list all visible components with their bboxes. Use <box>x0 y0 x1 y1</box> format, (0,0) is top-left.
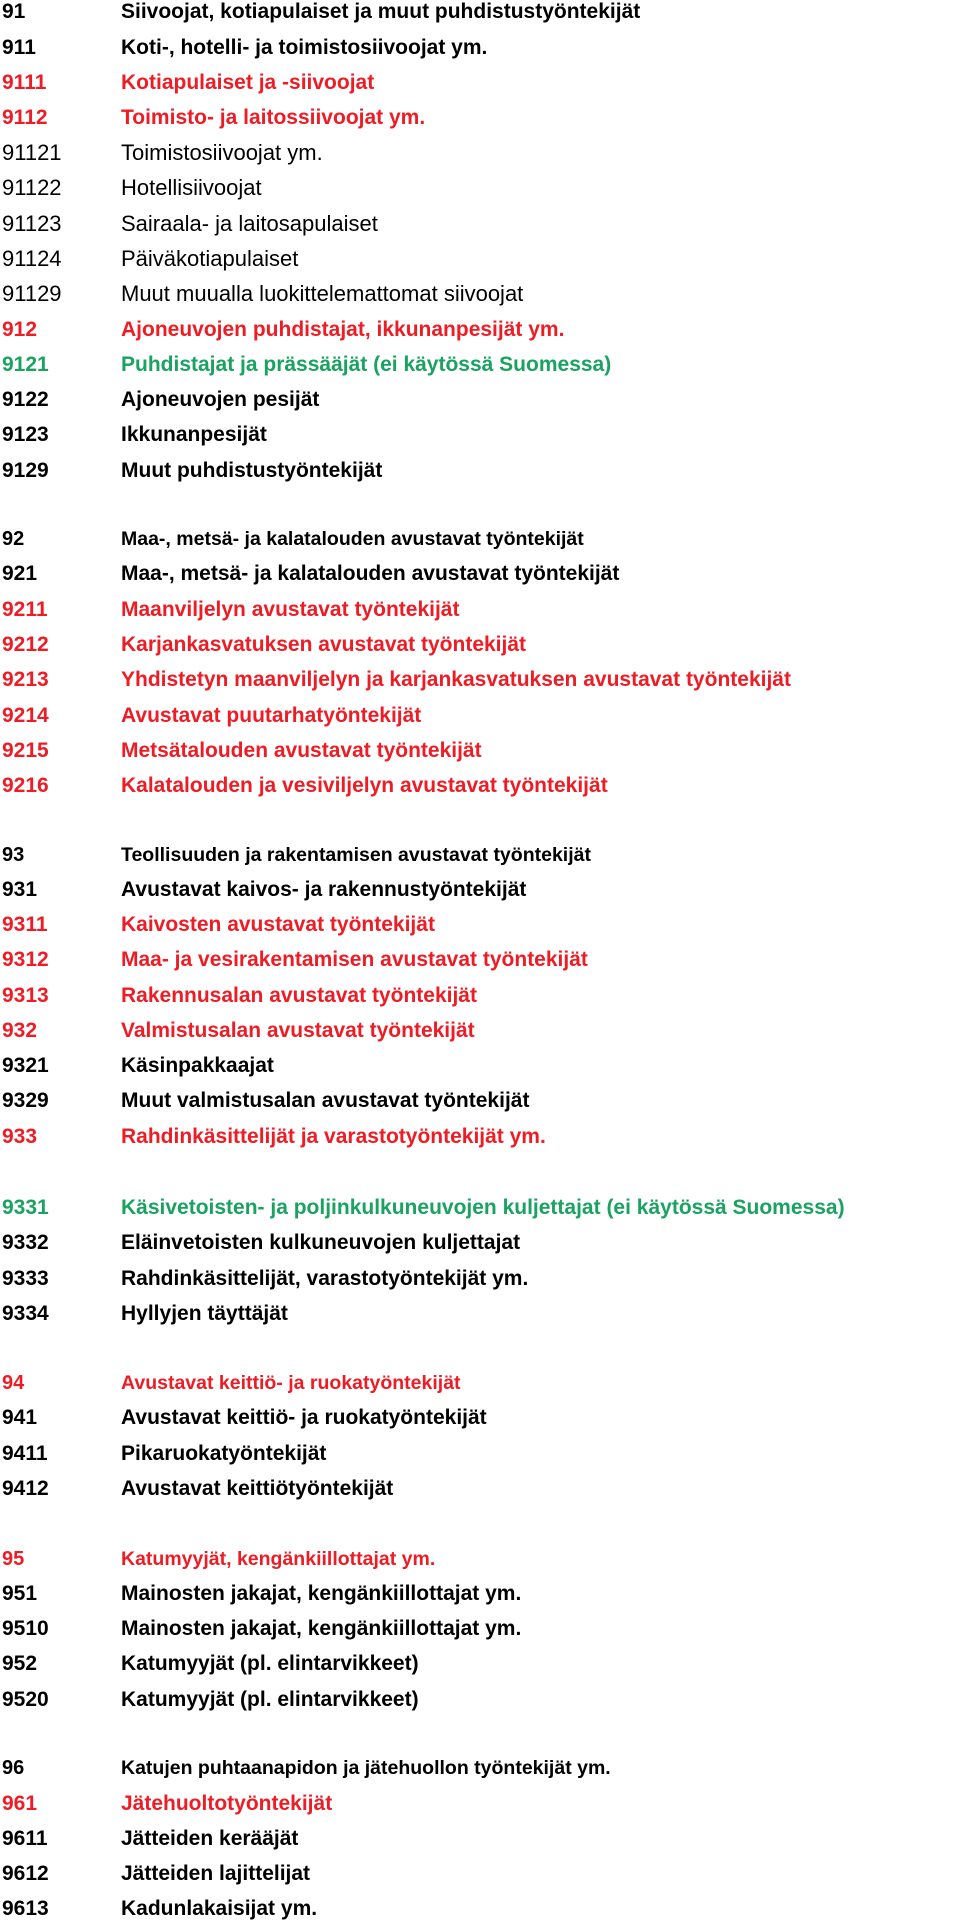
occupation-label: Kalatalouden ja vesiviljelyn avustavat työntekijät <box>121 774 608 797</box>
occupation-code: 91129 <box>2 281 62 306</box>
occupation-code: 911 <box>2 36 36 59</box>
occupation-label: Koti-, hotelli- ja toimistosiivoojat ym. <box>121 36 488 59</box>
occupation-code: 9510 <box>2 1617 49 1640</box>
occupation-label: Avustavat keittiötyöntekijät <box>121 1477 394 1500</box>
occupation-label: Jätehuoltotyöntekijät <box>121 1792 333 1815</box>
occupation-label: Karjankasvatuksen avustavat työntekijät <box>121 633 527 656</box>
occupation-label: Maa- ja vesirakentamisen avustavat työntekijät <box>121 948 588 971</box>
occupation-label: Ajoneuvojen puhdistajat, ikkunanpesijät ym. <box>121 318 565 341</box>
occupation-code: 95 <box>2 1548 25 1570</box>
occupation-label: Sairaala- ja laitosapulaiset <box>121 211 378 236</box>
occupation-code: 9216 <box>2 774 49 797</box>
occupation-code: 9412 <box>2 1477 49 1500</box>
occupation-label: Mainosten jakajat, kengänkiillottajat ym. <box>121 1617 522 1640</box>
occupation-code: 9112 <box>2 106 48 129</box>
occupation-code: 951 <box>2 1582 38 1605</box>
occupation-code: 9215 <box>2 739 49 762</box>
occupation-code: 9334 <box>2 1302 49 1325</box>
occupation-code: 9321 <box>2 1054 49 1077</box>
occupation-label: Muut valmistusalan avustavat työntekijät <box>121 1089 530 1112</box>
occupation-label: Teollisuuden ja rakentamisen avustavat työntekijät <box>121 844 591 866</box>
occupation-label: Hotellisiivoojat <box>121 175 262 200</box>
occupation-code: 9613 <box>2 1897 49 1920</box>
occupation-code: 931 <box>2 878 38 901</box>
occupation-label: Pikaruokatyöntekijät <box>121 1442 327 1465</box>
occupation-label: Yhdistetyn maanviljelyn ja karjankasvatuksen avustavat työntekijät <box>121 668 791 691</box>
occupation-code: 91124 <box>2 246 62 271</box>
occupation-label: Avustavat puutarhatyöntekijät <box>121 704 422 727</box>
occupation-code: 9213 <box>2 668 49 691</box>
occupation-label: Toimisto- ja laitossiivoojat ym. <box>121 106 426 129</box>
occupation-code: 93 <box>2 844 25 866</box>
occupation-label: Maa-, metsä- ja kalatalouden avustavat työntekijät <box>121 562 620 585</box>
occupation-code: 9332 <box>2 1231 49 1254</box>
occupation-label: Jätteiden kerääjät <box>121 1827 299 1850</box>
occupation-label: Katujen puhtaanapidon ja jätehuollon työntekijät ym. <box>121 1757 611 1779</box>
occupation-label: Rakennusalan avustavat työntekijät <box>121 984 477 1007</box>
occupation-code: 91 <box>2 0 26 23</box>
occupation-label: Toimistosiivoojat ym. <box>121 140 323 165</box>
occupation-label: Metsätalouden avustavat työntekijät <box>121 739 482 762</box>
occupation-code: 96 <box>2 1757 25 1779</box>
occupation-label: Avustavat keittiö- ja ruokatyöntekijät <box>121 1406 487 1429</box>
occupation-code: 9122 <box>2 388 49 411</box>
occupation-label: Maa-, metsä- ja kalatalouden avustavat työntekijät <box>121 528 584 550</box>
occupation-label: Puhdistajat ja prässääjät (ei käytössä Suomessa) <box>121 353 612 376</box>
occupation-label: Muut puhdistustyöntekijät <box>121 459 383 482</box>
occupation-label: Ikkunanpesijät <box>121 423 267 446</box>
occupation-label: Katumyyjät, kengänkiillottajat ym. <box>121 1548 436 1570</box>
occupation-label: Avustavat keittiö- ja ruokatyöntekijät <box>121 1372 461 1394</box>
occupation-label: Katumyyjät (pl. elintarvikkeet) <box>121 1688 419 1711</box>
occupation-code: 91123 <box>2 211 62 236</box>
occupation-code: 941 <box>2 1406 38 1429</box>
occupation-label: Jätteiden lajittelijat <box>121 1862 311 1885</box>
occupation-code: 9111 <box>2 71 47 94</box>
occupation-label: Katumyyjät (pl. elintarvikkeet) <box>121 1652 419 1675</box>
occupation-code: 9312 <box>2 948 49 971</box>
occupation-label: Rahdinkäsittelijät ja varastotyöntekijät ym. <box>121 1125 546 1148</box>
occupation-label: Päiväkotiapulaiset <box>121 246 299 271</box>
occupation-code: 9123 <box>2 423 49 446</box>
occupation-code: 933 <box>2 1125 38 1148</box>
occupation-label: Siivoojat, kotiapulaiset ja muut puhdistustyöntekijät <box>121 0 641 23</box>
occupation-code: 92 <box>2 528 25 550</box>
occupation-code: 9311 <box>2 913 48 936</box>
occupation-code: 9520 <box>2 1688 49 1711</box>
occupation-label: Muut muualla luokittelemattomat siivoojat <box>121 281 524 306</box>
occupation-code: 952 <box>2 1652 38 1675</box>
occupation-code: 9331 <box>2 1196 49 1219</box>
occupation-label: Hyllyjen täyttäjät <box>121 1302 288 1325</box>
occupation-code: 91122 <box>2 175 62 200</box>
occupation-code: 9129 <box>2 459 49 482</box>
occupation-label: Eläinvetoisten kulkuneuvojen kuljettajat <box>121 1231 521 1254</box>
occupation-code: 94 <box>2 1372 25 1394</box>
occupation-code: 912 <box>2 318 38 341</box>
occupation-label: Kaivosten avustavat työntekijät <box>121 913 435 936</box>
occupation-label: Ajoneuvojen pesijät <box>121 388 320 411</box>
occupation-label: Rahdinkäsittelijät, varastotyöntekijät ym. <box>121 1267 529 1290</box>
occupation-code: 9333 <box>2 1267 49 1290</box>
occupation-label: Kotiapulaiset ja -siivoojat <box>121 71 375 94</box>
occupation-label: Maanviljelyn avustavat työntekijät <box>121 598 460 621</box>
occupation-label: Mainosten jakajat, kengänkiillottajat ym. <box>121 1582 522 1605</box>
occupation-code: 9121 <box>2 353 49 376</box>
occupation-label: Käsinpakkaajat <box>121 1054 274 1077</box>
occupation-code: 9611 <box>2 1827 48 1850</box>
occupation-code: 9212 <box>2 633 49 656</box>
occupation-code: 921 <box>2 562 38 585</box>
occupation-code: 9211 <box>2 598 48 621</box>
occupation-label: Avustavat kaivos- ja rakennustyöntekijät <box>121 878 527 901</box>
occupation-code: 9313 <box>2 984 49 1007</box>
occupation-code: 961 <box>2 1792 38 1815</box>
occupation-code: 9612 <box>2 1862 49 1885</box>
occupation-code: 9214 <box>2 704 49 727</box>
occupation-code: 9329 <box>2 1089 49 1112</box>
occupation-code: 932 <box>2 1019 38 1042</box>
occupation-label: Kadunlakaisijat ym. <box>121 1897 318 1920</box>
occupation-label: Valmistusalan avustavat työntekijät <box>121 1019 475 1042</box>
occupation-code: 9411 <box>2 1442 48 1465</box>
occupation-label: Käsivetoisten- ja poljinkulkuneuvojen kuljettajat (ei käytössä Suomessa) <box>121 1196 845 1219</box>
occupation-code: 91121 <box>2 140 62 165</box>
